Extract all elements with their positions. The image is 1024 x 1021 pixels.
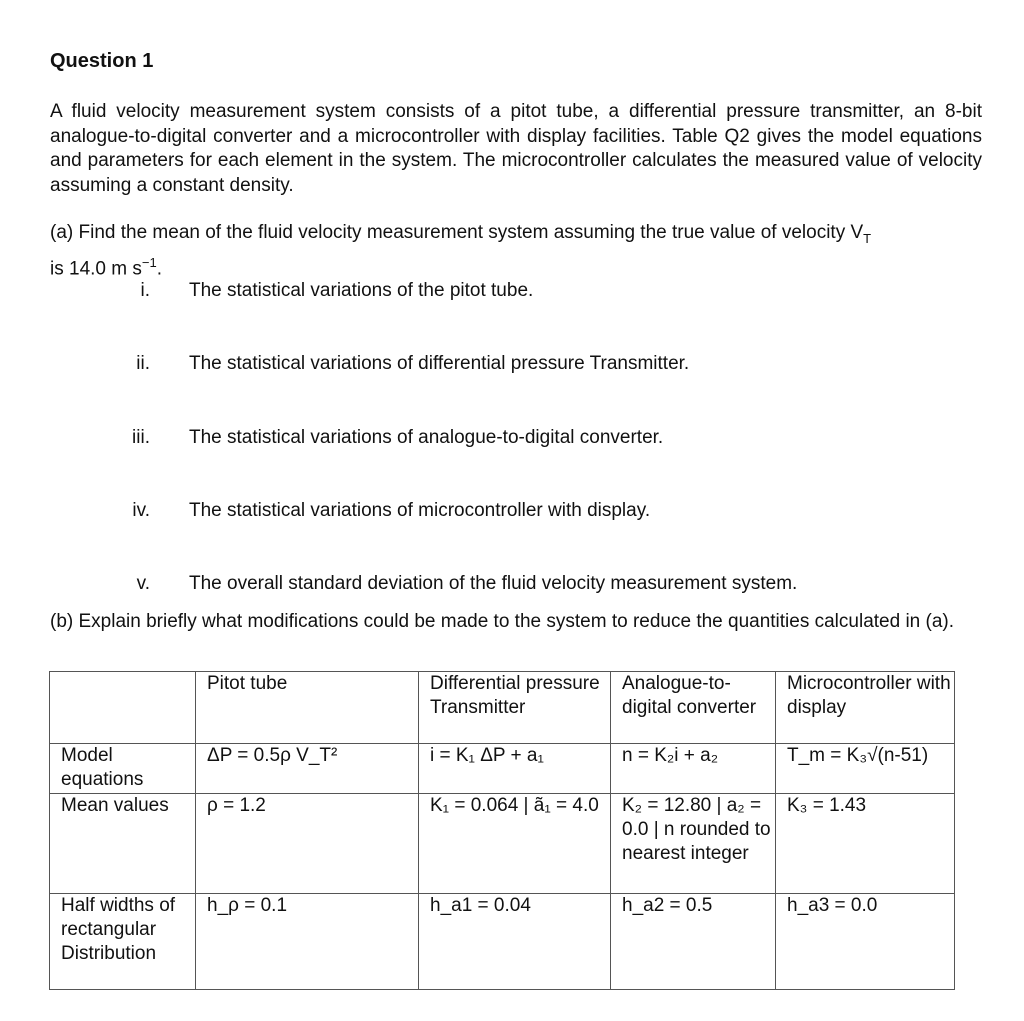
item-number: iv. (132, 500, 150, 521)
item-number: iii. (132, 427, 150, 448)
part-b-prompt: (b) Explain briefly what modifications could be made to the system to reduce the quantities calculated in (a). (50, 611, 955, 632)
table-cell: T_m = K₃√(n-51) (787, 745, 929, 766)
part-a-prompt: (a) Find the mean of the fluid velocity measurement system assuming the true value of velocity $V_T$ is 14.0 m $s^{-1}$. (50, 222, 872, 280)
table-cell: ρ = 1.2 (207, 795, 266, 816)
table-row (50, 894, 955, 990)
row-label: Half widths of rectangular Distribution (61, 895, 176, 964)
item-text: The statistical variations of analogue-to-digital converter. (189, 427, 664, 448)
item-number: v. (136, 573, 150, 594)
table-header: Pitot tube (207, 673, 288, 694)
table-cell: h_a3 = 0.0 (787, 895, 878, 916)
table-header: Microcontroller with display (787, 673, 951, 718)
row-label: Model equations (61, 745, 144, 790)
item-text: The statistical variations of differential pressure Transmitter. (189, 353, 690, 374)
table-cell: h_a1 = 0.04 (430, 895, 531, 916)
row-label: Mean values (61, 795, 169, 816)
table-cell: i = K₁ ΔP + a₁ (430, 745, 544, 766)
item-number: ii. (136, 353, 150, 374)
table-header: Analogue-to-digital converter (622, 673, 757, 718)
item-text: The overall standard deviation of the fluid velocity measurement system. (189, 573, 798, 594)
table-cell: K₂ = 12.80 | a₂ = 0.0 | n rounded to nearest integer (622, 795, 771, 864)
item-number: i. (140, 280, 150, 301)
table-cell: K₃ = 1.43 (787, 795, 867, 816)
parameters-table (49, 671, 955, 990)
table-row (50, 744, 955, 794)
table-header: Differential pressure Transmitter (430, 673, 600, 718)
table-row (50, 794, 955, 894)
table-cell: K₁ = 0.064 | ã₁ = 4.0 (430, 795, 599, 816)
table-cell: ΔP = 0.5ρ V_T² (207, 745, 338, 766)
item-text: The statistical variations of microcontroller with display. (189, 500, 651, 521)
table-cell: h_ρ = 0.1 (207, 895, 288, 916)
item-text: The statistical variations of the pitot tube. (189, 280, 534, 301)
table-corner-cell (50, 672, 196, 744)
question-title: Question 1 (50, 50, 154, 72)
table-header-row (50, 672, 955, 744)
table-cell: n = K₂i + a₂ (622, 745, 719, 766)
intro-paragraph: A fluid velocity measurement system consists of a pitot tube, a differential pressure transmitter, an 8-bit analogue-to-digital converter and a microcontroller with display facilities. Table Q2 gives the model equations and parameters for each element in the system. The microcontroller calculates the measured value of velocity assuming a constant density. (50, 101, 982, 196)
table-cell: h_a2 = 0.5 (622, 895, 713, 916)
